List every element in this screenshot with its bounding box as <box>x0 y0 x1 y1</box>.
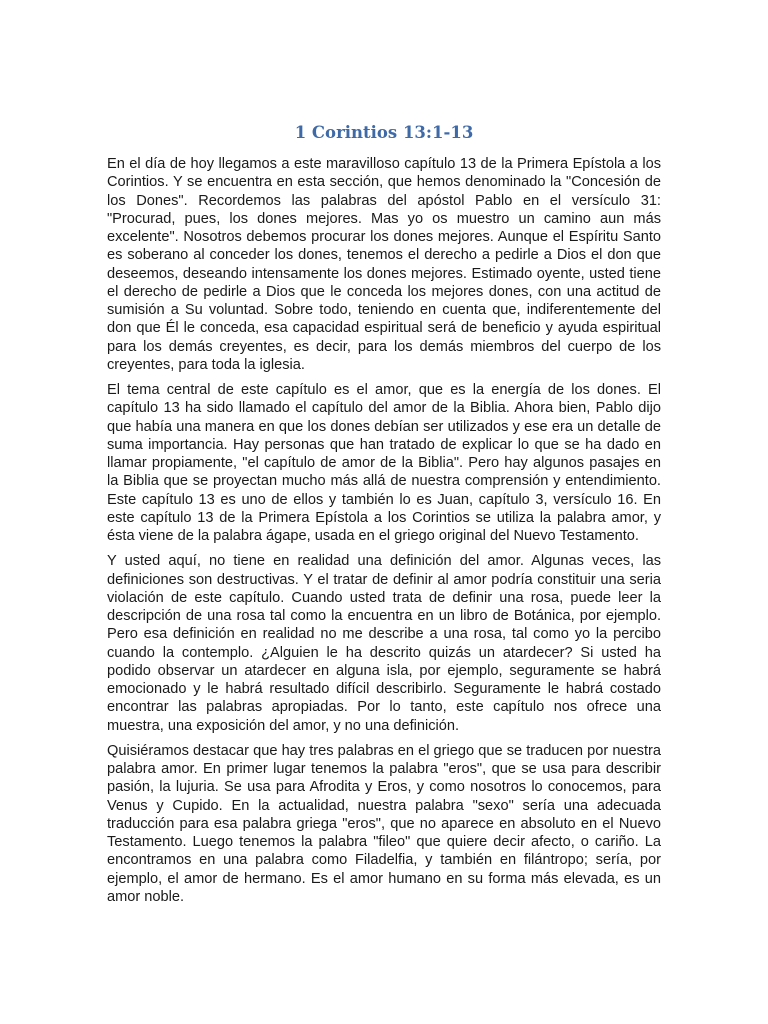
paragraph: Y usted aquí, no tiene en realidad una definición del amor. Algunas veces, las definiciones son destructivas. Y el tratar de definir al amor podría constituir una seria violación de este capítulo. Cuando usted trata de definir una rosa, puede leer la descripción de una rosa tal como la encuentra en un libro de Botánica, por ejemplo. Pero esa definición en realidad no me describe a una rosa, tal como yo la percibo cuando la contemplo. ¿Alguien le ha descrito quizás un atardecer? Si usted ha podido observar un atardecer en alguna isla, por ejemplo, seguramente se habrá emocionado y le habrá resultado difícil describirlo. Seguramente le habrá costado encontrar las palabras apropiadas. Por lo tanto, este capítulo nos ofrece una muestra, una exposición del amor, y no una definición. <box>107 553 661 734</box>
paragraph: Quisiéramos destacar que hay tres palabras en el griego que se traducen por nuestra palabra amor. En primer lugar tenemos la palabra "eros", que se usa para describir pasión, la lujuria. Se usa para Afrodita y Eros, y como nosotros lo conocemos, para Venus y Cupido. En la actualidad, nuestra palabra "sexo" sería una adecuada traducción para esa palabra griega "eros", que no aparece en absoluto en el Nuevo Testamento. Luego tenemos la palabra "fileo" que quiere decir afecto, o cariño. La encontramos en una palabra como Filadelfia, y también en filántropo; sería, por ejemplo, el amor de hermano. Es el amor humano en su forma más elevada, es un amor noble. <box>107 742 661 905</box>
paragraph: El tema central de este capítulo es el amor, que es la energía de los dones. El capítulo 13 ha sido llamado el capítulo del amor de la Biblia. Ahora bien, Pablo dijo que había una manera en que los dones debían ser utilizados y ese era un detalle de suma importancia. Hay personas que han tratado de explicar lo que se ha dado en llamar propiamente, "el capítulo de amor de la Biblia". Pero hay algunos pasajes en la Biblia que se proyectan mucho más allá de nuestra comprensión y entendimiento. Este capítulo 13 es uno de ellos y también lo es Juan, capítulo 3, versículo 16. En este capítulo 13 de la Primera Epístola a los Corintios se utiliza la palabra amor, y ésta viene de la palabra ágape, usada en el griego original del Nuevo Testamento. <box>107 382 661 544</box>
document-title: 1 Corintios 13:1-13 <box>294 123 474 142</box>
document-body <box>107 155 661 913</box>
paragraph: En el día de hoy llegamos a este maravilloso capítulo 13 de la Primera Epístola a los Corintios. Y se encuentra en esta sección, que hemos denominado la "Concesión de los Dones". Recordemos las palabras del apóstol Pablo en el versículo 31: "Procurad, pues, los dones mejores. Mas yo os muestro un camino aun más excelente". Nosotros debemos procurar los dones mejores. Aunque el Espíritu Santo es soberano al conceder los dones, tenemos el derecho a pedirle a Dios el don que deseemos, deseando intensamente los dones mejores. Estimado oyente, usted tiene el derecho de pedirle a Dios que le conceda los mejores dones, con una actitud de sumisión a Su voluntad. Sobre todo, teniendo en cuenta que, indiferentemente del don que Él le conceda, esa capacidad espiritual será de beneficio y ayuda espiritual para los demás creyentes, es decir, para los demás miembros del cuerpo de los creyentes, para toda la iglesia. <box>107 156 661 373</box>
